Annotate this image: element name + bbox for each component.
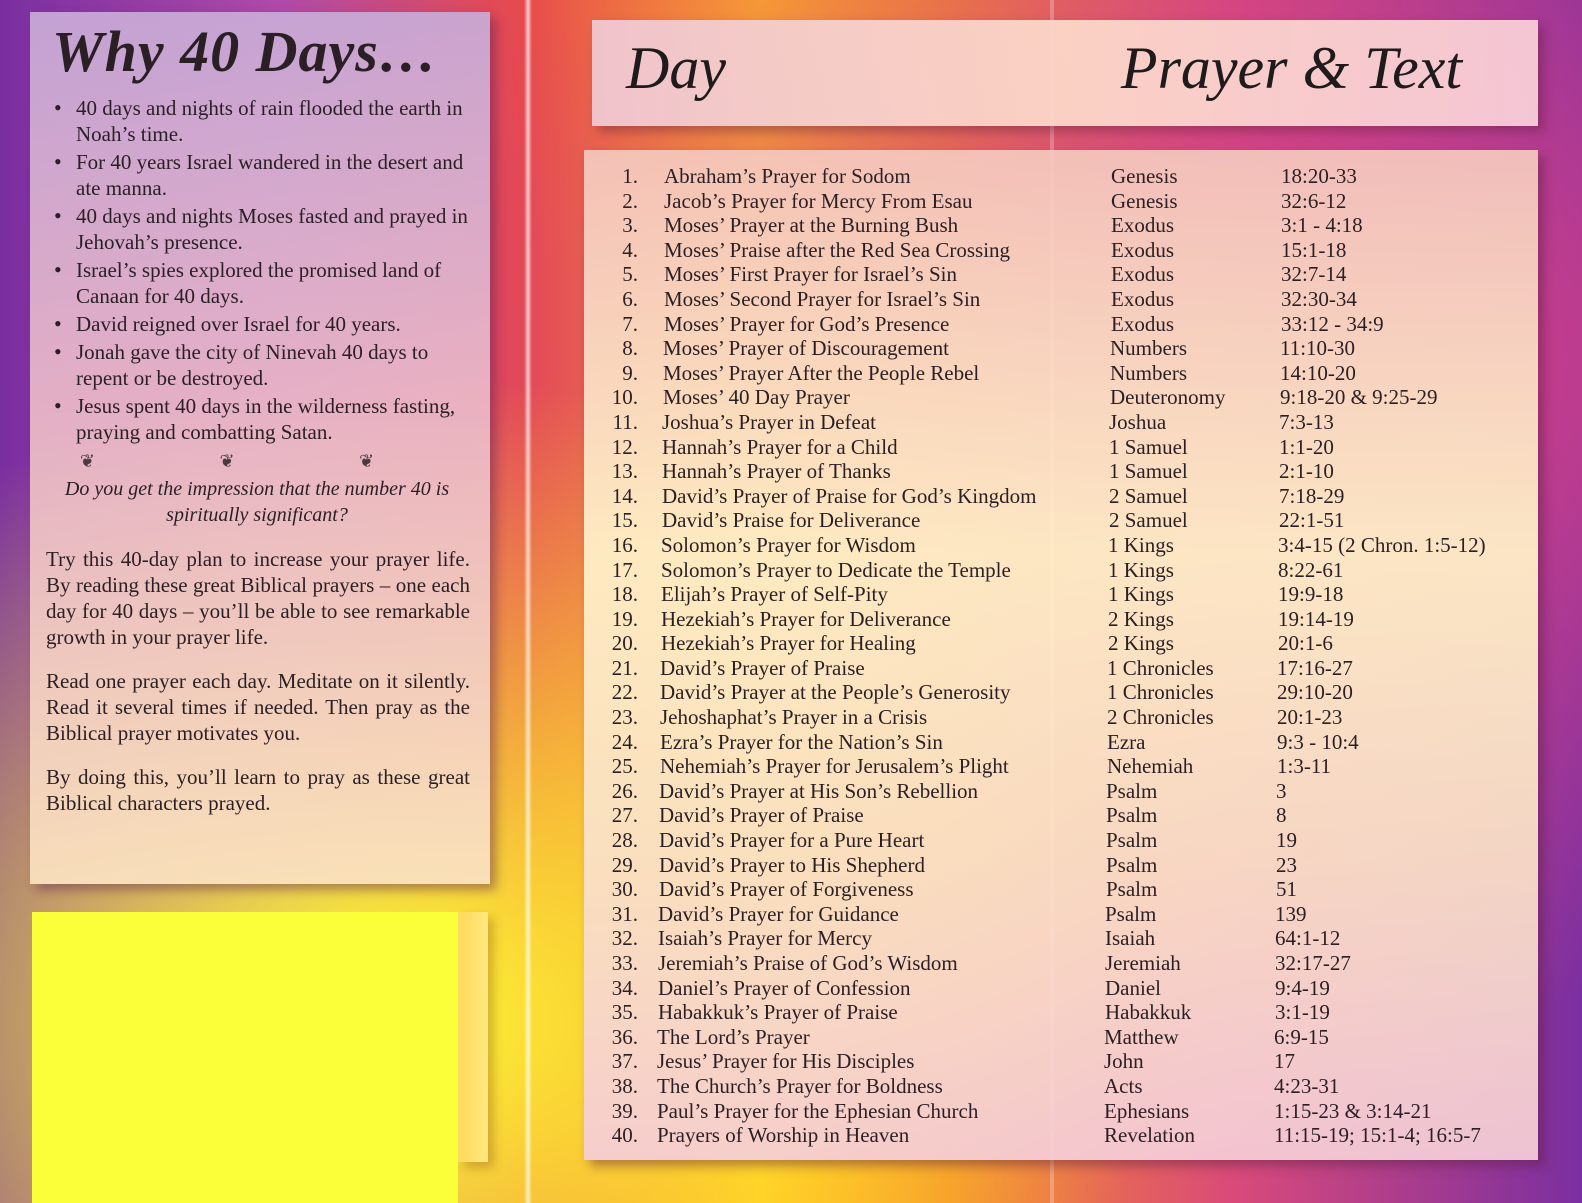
prayer-reference: 51 [1276, 877, 1297, 902]
prayer-number: 13. [611, 459, 638, 484]
prayer-number: 37. [611, 1049, 638, 1074]
prayer-row [584, 262, 1538, 287]
prayer-title: David’s Prayer at the People’s Generosity [660, 680, 1011, 705]
fold-crease [524, 0, 532, 1203]
prayer-number: 27. [611, 803, 638, 828]
prayer-title: Moses’ Prayer for God’s Presence [664, 311, 950, 336]
prayer-title: Moses’ Prayer at the Burning Bush [664, 213, 959, 238]
prayer-number: 38. [611, 1073, 638, 1098]
prayer-reference: 32:7-14 [1281, 262, 1347, 287]
prayer-book: Psalm [1105, 901, 1157, 926]
prayer-number: 36. [611, 1024, 638, 1049]
prayer-reference: 18:20-33 [1281, 164, 1357, 188]
prayer-reference: 32:6-12 [1281, 188, 1347, 213]
prayer-book: 2 Chronicles [1107, 705, 1214, 730]
prayer-title: Moses’ Second Prayer for Israel’s Sin [664, 286, 981, 311]
prayer-reference: 2:1-10 [1279, 459, 1334, 484]
header-prayer-text: Prayer & Text [1120, 35, 1462, 101]
prayer-number: 40. [611, 1123, 638, 1148]
prayer-book: Ephesians [1104, 1098, 1190, 1123]
prayer-book: Psalm [1106, 778, 1158, 803]
prayer-row [584, 213, 1538, 238]
prayer-title: Hannah’s Prayer for a Child [662, 434, 898, 459]
lower-left-panel [458, 912, 488, 1162]
prayer-row [584, 189, 1538, 214]
prayer-row [581, 558, 1538, 583]
prayer-list-panel [584, 150, 1538, 1160]
prayer-reference: 7:3-13 [1279, 409, 1334, 434]
prayer-book: Genesis [1111, 188, 1178, 213]
prayer-book: 2 Kings [1108, 606, 1174, 631]
prayer-reference: 33:12 - 34:9 [1281, 311, 1384, 336]
prayer-reference: 32:30-34 [1281, 286, 1357, 311]
prayer-number: 14. [611, 483, 638, 508]
prayer-title: Solomon’s Prayer to Dedicate the Temple [661, 557, 1011, 582]
prayer-book: Psalm [1106, 877, 1158, 902]
prayer-reference: 15:1-18 [1281, 237, 1347, 262]
prayer-number: 28. [611, 828, 638, 853]
prayer-row [577, 1049, 1538, 1074]
prayer-title: Nehemiah’s Prayer for Jerusalem’s Plight [660, 754, 1009, 779]
prayer-number: 34. [611, 975, 638, 1000]
fact-item: • Israel’s spies explored the promised land of Canaan for 40 days. [50, 257, 470, 309]
prayer-number: 20. [611, 631, 638, 656]
intro-paragraph: Try this 40-day plan to increase your prayer life. By reading these great Biblical prayers – one each day for 40 days – you’ll be able to see remarkable growth in your prayer life. [46, 547, 470, 649]
prayer-title: Jesus’ Prayer for His Disciples [657, 1049, 915, 1074]
prayer-row [583, 385, 1538, 410]
prayer-title: Isaiah’s Prayer for Mercy [658, 926, 872, 951]
prayer-row [578, 976, 1538, 1001]
prayer-book: Psalm [1106, 828, 1158, 853]
prayer-reference: 17:16-27 [1277, 655, 1353, 680]
prayer-title: Daniel’s Prayer of Confession [658, 975, 911, 1000]
prayer-reference: 1:1-20 [1279, 434, 1334, 459]
prayer-title: David’s Prayer to His Shepherd [659, 852, 925, 877]
prayer-reference: 8 [1276, 803, 1287, 828]
prayer-title: Jeremiah’s Praise of God’s Wisdom [658, 951, 958, 975]
prayer-book: Joshua [1109, 409, 1167, 434]
prayer-book: 1 Kings [1108, 532, 1174, 557]
prayer-title: Solomon’s Prayer for Wisdom [661, 532, 916, 557]
prayer-row [583, 361, 1538, 386]
fact-item: • Jonah gave the city of Ninevah 40 days to repent or be destroyed. [50, 339, 470, 391]
prayer-title: Elijah’s Prayer of Self-Pity [661, 582, 888, 607]
prayer-reference: 3:1-19 [1275, 1000, 1330, 1025]
prayer-title: Jehoshaphat’s Prayer in a Crisis [660, 705, 928, 730]
prayer-reference: 14:10-20 [1280, 360, 1356, 385]
prayer-row [577, 1123, 1538, 1148]
prayer-title: Hannah’s Prayer of Thanks [662, 459, 891, 484]
prayer-reference: 6:9-15 [1274, 1024, 1329, 1049]
prayer-reference: 3 [1276, 778, 1287, 803]
prayer-title: Hezekiah’s Prayer for Healing [661, 631, 916, 656]
prayer-reference: 3:4-15 (2 Chron. 1:5-12) [1278, 532, 1486, 557]
prayer-row [579, 853, 1538, 878]
prayer-book: Isaiah [1105, 926, 1156, 951]
prayer-reference: 3:1 - 4:18 [1281, 213, 1363, 238]
prayer-book: Exodus [1111, 262, 1174, 287]
prayer-reference: 11:15-19; 15:1-4; 16:5-7 [1274, 1123, 1481, 1148]
prayer-book: 2 Kings [1108, 631, 1174, 656]
prayer-row [582, 410, 1538, 435]
question-text: Do you get the impression that the number 40 is spiritually significant? [64, 478, 450, 526]
prayer-title: Paul’s Prayer for the Ephesian Church [657, 1098, 979, 1123]
prayer-book: Habakkuk [1105, 1000, 1192, 1025]
prayer-book: Acts [1104, 1073, 1143, 1098]
closing-paragraph: By doing this, you’ll learn to pray as these great Biblical characters prayed. [46, 765, 470, 815]
prayer-number: 2. [622, 188, 638, 213]
prayer-row [578, 1000, 1538, 1025]
why-40-days-panel [30, 12, 490, 884]
prayer-reference: 23 [1276, 852, 1297, 877]
prayer-book: Matthew [1104, 1024, 1179, 1049]
prayer-number: 26. [611, 778, 638, 803]
prayer-number: 6. [622, 286, 638, 311]
prayer-title: David’s Praise for Deliverance [662, 508, 921, 533]
prayer-row [578, 951, 1538, 976]
prayer-number: 9. [622, 360, 638, 385]
prayer-book: Ezra [1107, 729, 1146, 754]
prayer-number: 10. [611, 385, 638, 410]
prayer-title: David’s Prayer of Praise [659, 803, 864, 828]
prayer-title: Habakkuk’s Prayer of Praise [658, 1000, 898, 1025]
prayer-book: 2 Samuel [1109, 508, 1188, 533]
prayer-rows [584, 164, 1538, 1148]
prayer-row [578, 902, 1538, 927]
prayer-reference: 19:9-18 [1278, 582, 1344, 607]
prayer-title: Joshua’s Prayer in Defeat [662, 409, 877, 434]
prayer-reference: 139 [1275, 901, 1307, 926]
fact-item: • David reigned over Israel for 40 years. [50, 311, 470, 337]
prayer-number: 7. [622, 311, 638, 336]
prayer-title: The Church’s Prayer for Boldness [657, 1073, 943, 1098]
prayer-number: 17. [611, 557, 638, 582]
prayer-book: Exodus [1111, 237, 1174, 262]
prayer-title: David’s Prayer at His Son’s Rebellion [659, 778, 979, 803]
prayer-book: 1 Chronicles [1107, 655, 1214, 680]
prayer-book: Nehemiah [1107, 754, 1194, 779]
prayer-row [579, 828, 1538, 853]
yellow-sticky-note [32, 912, 458, 1203]
prayer-reference: 19:14-19 [1278, 606, 1354, 631]
prayer-title: Jacob’s Prayer for Mercy From Esau [664, 188, 973, 213]
prayer-book: Exodus [1111, 311, 1174, 336]
ornament-divider-icon: ❦ ❦ ❦ [79, 451, 435, 471]
prayer-reference: 9:18-20 & 9:25-29 [1280, 385, 1438, 410]
prayer-row [577, 1099, 1538, 1124]
prayer-number: 3. [622, 213, 638, 238]
prayer-row [582, 435, 1538, 460]
prayer-title: David’s Prayer for Guidance [658, 901, 899, 926]
prayer-number: 8. [622, 336, 638, 361]
prayer-title: Prayers of Worship in Heaven [657, 1123, 910, 1148]
prayer-reference: 32:17-27 [1275, 951, 1351, 975]
prayer-number: 12. [611, 434, 638, 459]
prayer-row [581, 533, 1538, 558]
prayer-row [581, 607, 1538, 632]
prayer-book: 1 Samuel [1109, 459, 1188, 484]
prayer-book: Exodus [1111, 213, 1174, 238]
prayer-book: Jeremiah [1105, 951, 1181, 975]
prayer-book: Psalm [1106, 852, 1158, 877]
fact-item: • 40 days and nights of rain flooded the earth in Noah’s time. [50, 95, 470, 147]
prayer-number: 22. [611, 680, 638, 705]
header-day: Day [626, 35, 726, 101]
prayer-book: Daniel [1105, 975, 1161, 1000]
prayer-number: 30. [611, 877, 638, 902]
prayer-number: 18. [611, 582, 638, 607]
facts-list [44, 95, 470, 445]
prayer-book: John [1104, 1049, 1144, 1074]
prayer-row [580, 730, 1538, 755]
prayer-reference: 19 [1276, 828, 1297, 853]
prayer-title: Abraham’s Prayer for Sodom [664, 164, 911, 188]
prayer-reference: 17 [1274, 1049, 1295, 1074]
prayer-book: 1 Kings [1108, 582, 1174, 607]
prayer-book: Genesis [1111, 164, 1178, 188]
fact-item: • Jesus spent 40 days in the wilderness fasting, praying and combatting Satan. [50, 393, 470, 445]
prayer-book: Numbers [1110, 336, 1187, 361]
prayer-title: Moses’ Prayer After the People Rebel [663, 360, 980, 385]
prayer-number: 35. [611, 1000, 638, 1025]
prayer-number: 25. [611, 754, 638, 779]
prayer-row [580, 656, 1538, 681]
prayer-row [580, 680, 1538, 705]
prayer-row [584, 164, 1538, 189]
prayer-row [584, 312, 1538, 337]
prayer-row [578, 926, 1538, 951]
prayer-reference: 9:4-19 [1275, 975, 1330, 1000]
prayer-number: 29. [611, 852, 638, 877]
prayer-number: 24. [611, 729, 638, 754]
prayer-reference: 20:1-23 [1277, 705, 1343, 730]
prayer-number: 11. [612, 409, 638, 434]
prayer-number: 31. [611, 901, 638, 926]
prayer-title: Moses’ Prayer of Discouragement [663, 336, 949, 361]
prayer-book: 1 Samuel [1109, 434, 1188, 459]
prayer-row [577, 1025, 1538, 1050]
prayer-reference: 22:1-51 [1279, 508, 1345, 533]
prayer-reference: 7:18-29 [1279, 483, 1345, 508]
prayer-row [582, 484, 1538, 509]
list-header [592, 20, 1538, 126]
prayer-reference: 64:1-12 [1275, 926, 1341, 951]
prayer-number: 15. [611, 508, 638, 533]
prayer-row [582, 459, 1538, 484]
prayer-reference: 9:3 - 10:4 [1277, 729, 1359, 754]
prayer-book: Revelation [1104, 1123, 1195, 1148]
prayer-row [584, 287, 1538, 312]
prayer-row [584, 238, 1538, 263]
prayer-book: 1 Chronicles [1107, 680, 1214, 705]
instruction-paragraph: Read one prayer each day. Meditate on it silently. Read it several times if needed. Then pray as the Biblical prayer motivates you. [46, 669, 470, 745]
fact-item: • For 40 years Israel wandered in the desert and ate manna. [50, 149, 470, 201]
prayer-number: 33. [611, 951, 638, 975]
prayer-number: 19. [611, 606, 638, 631]
prayer-book: 1 Kings [1108, 557, 1174, 582]
prayer-row [579, 877, 1538, 902]
prayer-book: Deuteronomy [1110, 385, 1226, 410]
prayer-row [582, 508, 1538, 533]
prayer-number: 32. [611, 926, 638, 951]
prayer-title: The Lord’s Prayer [657, 1024, 810, 1049]
prayer-title: David’s Prayer of Praise [660, 655, 865, 680]
prayer-row [579, 779, 1538, 804]
prayer-row [580, 705, 1538, 730]
prayer-row [581, 582, 1538, 607]
prayer-title: Ezra’s Prayer for the Nation’s Sin [660, 729, 943, 754]
prayer-title: Moses’ First Prayer for Israel’s Sin [664, 262, 957, 287]
prayer-title: Moses’ Praise after the Red Sea Crossing [664, 237, 1011, 262]
fact-item: • 40 days and nights Moses fasted and prayed in Jehovah’s presence. [50, 203, 470, 255]
prayer-reference: 11:10-30 [1280, 336, 1356, 361]
prayer-number: 1. [622, 164, 638, 188]
prayer-title: Moses’ 40 Day Prayer [663, 385, 850, 410]
prayer-title: David’s Prayer of Forgiveness [659, 877, 914, 902]
prayer-number: 16. [611, 532, 638, 557]
prayer-book: Exodus [1111, 286, 1174, 311]
prayer-number: 4. [622, 237, 638, 262]
prayer-row [583, 336, 1538, 361]
prayer-number: 21. [611, 655, 638, 680]
prayer-title: Hezekiah’s Prayer for Deliverance [661, 606, 951, 631]
prayer-reference: 1:3-11 [1277, 754, 1332, 779]
prayer-row [581, 631, 1538, 656]
prayer-book: 2 Samuel [1109, 483, 1188, 508]
prayer-reference: 8:22-61 [1278, 557, 1344, 582]
prayer-title: David’s Prayer of Praise for God’s Kingdom [662, 483, 1037, 508]
prayer-reference: 29:10-20 [1277, 680, 1353, 705]
prayer-row [579, 803, 1538, 828]
prayer-book: Numbers [1110, 360, 1187, 385]
prayer-title: David’s Prayer for a Pure Heart [659, 828, 925, 853]
prayer-book: Psalm [1106, 803, 1158, 828]
prayer-reference: 4:23-31 [1274, 1073, 1340, 1098]
prayer-reference: 1:15-23 & 3:14-21 [1274, 1098, 1432, 1123]
prayer-number: 23. [611, 705, 638, 730]
prayer-row [577, 1074, 1538, 1099]
prayer-reference: 20:1-6 [1278, 631, 1333, 656]
left-title: Why 40 Days… [52, 19, 438, 84]
prayer-number: 39. [611, 1098, 638, 1123]
prayer-number: 5. [622, 262, 638, 287]
prayer-row [580, 754, 1538, 779]
